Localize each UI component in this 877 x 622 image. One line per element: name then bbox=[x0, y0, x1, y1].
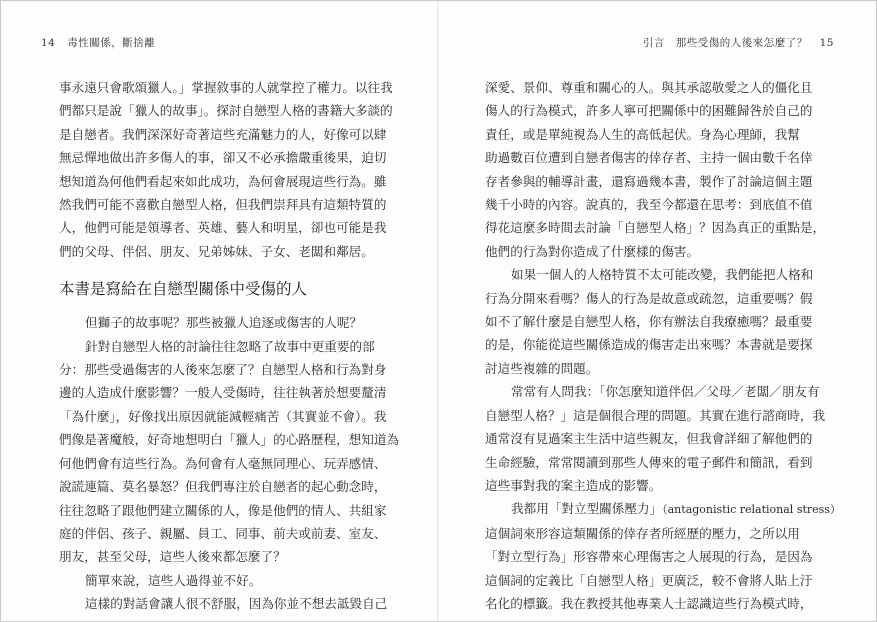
text-line bbox=[59, 499, 389, 522]
text-line bbox=[59, 475, 389, 498]
line-text: 是自戀者。我們深深好奇著這些充滿魅力的人，好像可以肆 bbox=[59, 126, 387, 142]
text-line bbox=[485, 451, 815, 474]
line-text: 常常有人問我：「你怎麼知道伴侶／父母／老闆／朋友有 bbox=[511, 384, 820, 400]
left-running-title: 毒性關係，斷捨離 bbox=[67, 37, 156, 49]
line-text: 但獅子的故事呢？那些被獵人追逐或傷害的人呢？ bbox=[85, 315, 363, 331]
text-line bbox=[485, 427, 815, 450]
text-line bbox=[59, 99, 393, 122]
text-line bbox=[485, 522, 815, 545]
line-text: 們都只是說「獵人的故事」。探討自戀型人格的書籍大多談的 bbox=[59, 103, 393, 119]
right-running-head bbox=[643, 35, 842, 50]
text-line bbox=[485, 592, 815, 615]
left-running-head bbox=[33, 35, 155, 50]
text-line bbox=[485, 333, 815, 356]
text-line bbox=[485, 357, 815, 380]
text-line bbox=[59, 193, 389, 216]
text-line bbox=[485, 216, 826, 239]
left-page bbox=[1, 1, 438, 621]
line-text: 通常沒有見過案主生活中這些親友，但我會詳細了解他們的 bbox=[485, 431, 813, 447]
line-text: 如不了解什麼是自戀型人格，你有辦法自我療癒嗎？最重要 bbox=[485, 314, 813, 330]
left-page-number: 14 bbox=[41, 37, 56, 49]
line-text: 們的父母、伴侶、朋友、兄弟姊妹、子女、老闆和鄰居。 bbox=[59, 243, 374, 259]
line-text: 傷人的行為模式，許多人寧可把關係中的困難歸咎於自己的 bbox=[485, 103, 813, 119]
left-body-text bbox=[59, 76, 400, 616]
line-text: 這些事對我的案主造成的影響。 bbox=[485, 477, 662, 493]
text-line bbox=[59, 123, 389, 146]
line-text: 名化的標籤。我在教授其他專業人士認識這些行為模式時， bbox=[485, 595, 813, 611]
line-text: 往往忽略了跟他們建立關係的人，像是他們的情人、共組家 bbox=[59, 502, 387, 518]
text-line bbox=[485, 545, 815, 568]
text-line bbox=[485, 146, 815, 169]
line-text: 的是，你能從這些關係造成的傷害走出來嗎？本書就是要探 bbox=[485, 337, 813, 353]
section-heading: 本書是寫給在自戀型關係中受傷的人 bbox=[59, 280, 308, 299]
text-line bbox=[59, 522, 389, 545]
line-text: 「為什麼」，好像找出原因就能減輕痛苦（其實並不會）。我 bbox=[59, 408, 387, 424]
text-line bbox=[59, 452, 389, 475]
text-line bbox=[485, 123, 815, 146]
text-line bbox=[59, 240, 389, 263]
text-line bbox=[485, 474, 815, 497]
right-page bbox=[439, 1, 876, 621]
line-text: 說謊連篇、莫名暴怒？但我們專注於自戀者的起心動念時， bbox=[59, 479, 387, 495]
line-text: 責任，或是單純視為人生的高低起伏。身為心理師，我幫 bbox=[485, 126, 800, 142]
text-line bbox=[485, 263, 815, 286]
line-text: 存者參與的輔導計畫，還寫過幾本書，製作了討論這個主題 bbox=[485, 173, 813, 189]
text-line bbox=[59, 592, 389, 615]
line-text: 事永遠只會歌頌獵人。」掌握敘事的人就掌控了權力。以往我 bbox=[59, 80, 393, 95]
left-paragraph-intro bbox=[59, 76, 393, 263]
latin-term: （antagonistic relational stress） bbox=[662, 503, 841, 517]
line-text: 想知道為何他們看起來如此成功，為何會展現這些行為。雖 bbox=[59, 173, 387, 189]
text-line bbox=[59, 405, 389, 428]
line-text: 這樣的對話會讓人很不舒服，因為你並不想去詆毀自己 bbox=[85, 596, 388, 612]
text-line bbox=[59, 428, 400, 451]
right-paragraphs bbox=[485, 76, 841, 615]
line-text: 討這些複雜的問題。 bbox=[485, 360, 599, 376]
text-line bbox=[59, 358, 389, 381]
left-paragraphs-after-heading bbox=[59, 311, 400, 615]
text-line bbox=[59, 170, 389, 193]
text-line bbox=[485, 569, 815, 592]
line-text: 分：那些受過傷害的人後來怎麼了？自戀型人格和行為對身 bbox=[59, 362, 387, 378]
line-text: 幾千小時的內容。說真的，我至今都還在思考：到底值不值 bbox=[485, 197, 813, 213]
line-text: 針對自戀型人格的討論往往忽略了故事中更重要的部 bbox=[85, 338, 375, 354]
text-line bbox=[59, 146, 389, 169]
line-text: 行為分開來看嗎？傷人的行為是故意或疏忽，這重要嗎？假 bbox=[485, 290, 813, 306]
line-text: 簡單來說，這些人過得並不好。 bbox=[85, 572, 262, 588]
line-text: 這個詞來形容這類關係的倖存者所經歷的壓力，之所以用 bbox=[485, 525, 800, 541]
line-text: 「對立型行為」形容帶來心理傷害之人展現的行為，是因為 bbox=[485, 549, 813, 565]
line-text: 無忌憚地做出許多傷人的事，卻又不必承擔嚴重後果，迫切 bbox=[59, 150, 387, 166]
line-text: 邊的人造成什麼影響？一般人受傷時，往往執著於想要釐清 bbox=[59, 385, 387, 401]
text-line bbox=[485, 240, 815, 263]
right-running-title: 引言 那些受傷的人後來怎麼了？ bbox=[642, 37, 808, 49]
right-body-text bbox=[485, 76, 841, 615]
text-line bbox=[59, 381, 389, 404]
line-text: 生命經驗，常常閱讀到那些人傳來的電子郵件和簡訊，看到 bbox=[485, 454, 813, 470]
line-text: 得花這麼多時間去討論「自戀型人格」？因為真正的重點是， bbox=[485, 220, 826, 236]
line-text: 我都用「對立型關係壓力」 bbox=[511, 501, 663, 517]
text-line bbox=[59, 216, 389, 239]
text-line bbox=[485, 193, 815, 216]
line-text: 庭的伴侶、孩子、親屬、員工、同事、前夫或前妻、室友、 bbox=[59, 525, 387, 541]
text-line bbox=[485, 287, 815, 310]
text-line bbox=[485, 380, 820, 403]
line-text: 如果一個人的人格特質不太可能改變，我們能把人格和 bbox=[511, 267, 814, 283]
text-line bbox=[59, 76, 393, 99]
line-text: 自戀型人格？」這是個很合理的問題。其實在進行諮商時，我 bbox=[485, 407, 826, 423]
text-line bbox=[59, 335, 389, 358]
line-text: 然我們可能不喜歡自戀型人格，但我們崇拜具有這類特質的 bbox=[59, 197, 387, 213]
line-text: 朋友，甚至父母，這些人後來都怎麼了？ bbox=[59, 549, 286, 565]
text-line bbox=[59, 569, 389, 592]
text-line bbox=[485, 170, 815, 193]
text-line bbox=[485, 310, 815, 333]
text-line bbox=[485, 497, 841, 521]
text-line bbox=[59, 545, 389, 568]
line-text: 這個詞的定義比「自戀型人格」更廣泛，較不會將人貼上汙 bbox=[485, 572, 813, 588]
text-line bbox=[485, 99, 815, 122]
text-line bbox=[485, 404, 826, 427]
line-text: 人，他們可能是領導者、英雄、藝人和明星，卻也可能是我 bbox=[59, 220, 387, 236]
line-text: 他們的行為對你造成了什麼樣的傷害。 bbox=[485, 243, 700, 259]
line-text: 深愛、景仰、尊重和關心的人。與其承認敬愛之人的僵化且 bbox=[485, 80, 813, 95]
line-text: 何他們會有這些行為。為何會有人毫無同理心、玩弄感情、 bbox=[59, 455, 387, 471]
text-line bbox=[485, 76, 815, 99]
line-text: 助過數百位遭到自戀者傷害的倖存者、主持一個由數千名倖 bbox=[485, 150, 813, 166]
text-line bbox=[59, 311, 389, 334]
right-page-number: 15 bbox=[819, 37, 834, 49]
line-text: 們像是著魔般，好奇地想明白「獵人」的心路歷程，想知道為 bbox=[59, 432, 400, 448]
